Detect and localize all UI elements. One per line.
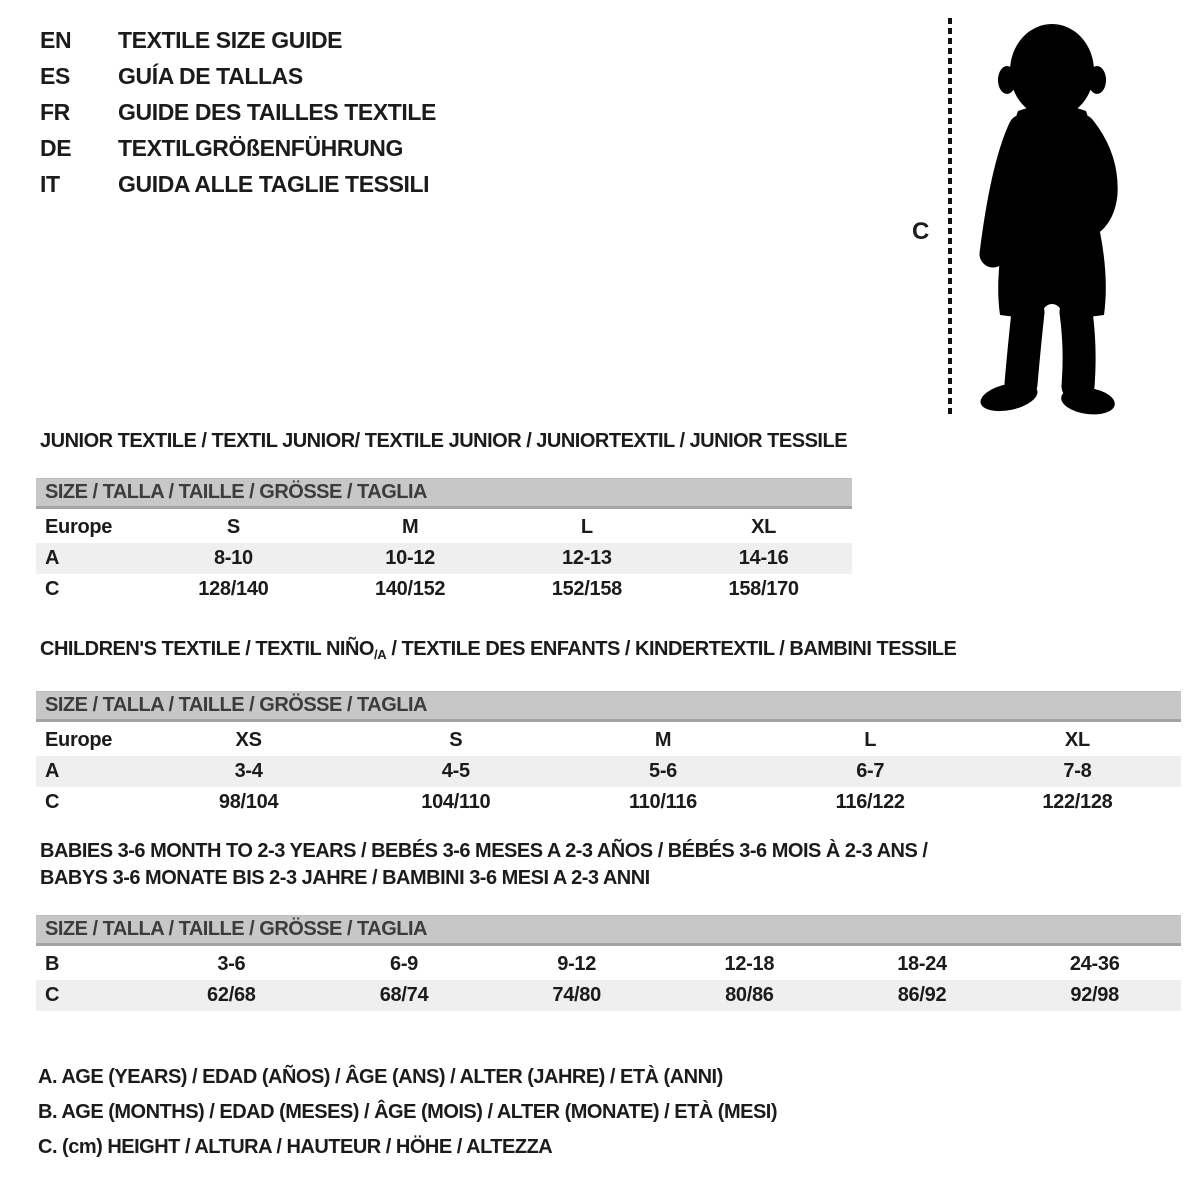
language-row	[40, 94, 436, 130]
row-label: A	[45, 760, 60, 782]
table-row	[36, 574, 852, 605]
table-cell: 9-12	[557, 953, 597, 975]
table-cell: 10-12	[385, 547, 435, 569]
row-label: A	[45, 547, 60, 569]
table-cell: 6-9	[390, 953, 419, 975]
table-cell: 3-4	[234, 760, 263, 782]
table-cell: 140/152	[375, 578, 446, 600]
row-label: C	[45, 791, 60, 813]
height-dashed-line	[948, 18, 952, 416]
table-cell: 18-24	[897, 953, 947, 975]
table-cell: 68/74	[379, 984, 429, 1006]
language-title: GUIDE DES TAILLES TEXTILE	[118, 98, 436, 125]
table-cell: 152/158	[551, 578, 622, 600]
table-row	[36, 980, 1181, 1011]
row-label: B	[45, 953, 60, 975]
table-row	[36, 543, 852, 574]
table-cell: 80/86	[725, 984, 774, 1006]
table-cell: 8-10	[213, 547, 253, 569]
table-row	[36, 949, 1181, 980]
language-row	[40, 166, 436, 202]
table-cell: M	[654, 729, 672, 751]
height-figure	[896, 12, 1164, 422]
table-cell: 122/128	[1042, 791, 1113, 813]
size-table	[36, 512, 852, 605]
table-cell: 3-6	[217, 953, 246, 975]
section-title-line: CHILDREN'S TEXTILE / TEXTIL $NIÑO_{/A}$ / TEXTILE DES ENFANTS / KINDERTEXTIL / BAMBINI TESSILE	[40, 638, 957, 662]
section-babies	[36, 838, 1181, 1011]
language-code: FR	[40, 98, 70, 125]
language-title-list	[40, 22, 436, 202]
table-cell: 74/80	[552, 984, 601, 1006]
table-cell: M	[401, 516, 419, 538]
row-label: Europe	[45, 516, 113, 538]
table-cell: 14-16	[738, 547, 789, 569]
section-title	[40, 838, 1181, 892]
table-cell: 12-13	[562, 547, 612, 569]
table-cell: 6-7	[856, 760, 885, 782]
table-cell: 5-6	[649, 760, 678, 782]
table-cell: 92/98	[1070, 984, 1119, 1006]
table-cell: 62/68	[207, 984, 256, 1006]
table-cell: L	[864, 729, 877, 751]
table-cell: 86/92	[897, 984, 947, 1006]
table-cell: 104/110	[421, 791, 491, 813]
language-row	[40, 130, 436, 166]
legend-line: B. AGE (MONTHS) / EDAD (MESES) / ÂGE (MOIS) / ALTER (MONATE) / ETÀ (MESI)	[38, 1101, 778, 1123]
legend-line: A. AGE (YEARS) / EDAD (AÑOS) / ÂGE (ANS) / ALTER (JAHRE) / ETÀ (ANNI)	[38, 1066, 723, 1088]
language-title: GUÍA DE TALLAS	[118, 62, 303, 89]
legend-line: C. (cm) HEIGHT / ALTURA / HAUTEUR / HÖHE / ALTEZZA	[38, 1136, 553, 1158]
language-title: GUIDA ALLE TAGLIE TESSILI	[118, 170, 430, 197]
table-cell: 4-5	[441, 760, 470, 782]
table-cell: 12-18	[724, 953, 775, 975]
height-measure-label: C	[912, 218, 930, 245]
table-cell: 110/116	[629, 791, 697, 813]
section-children	[36, 636, 1181, 818]
size-header-bar: SIZE / TALLA / TAILLE / GRÖSSE / TAGLIA	[36, 691, 1181, 722]
table-cell: 98/104	[218, 791, 279, 813]
language-code: DE	[40, 134, 72, 161]
table-cell: 128/140	[198, 578, 269, 600]
table-cell: 158/170	[728, 578, 799, 600]
table-cell: XS	[235, 729, 262, 751]
language-code: EN	[40, 26, 72, 53]
table-cell: S	[449, 729, 463, 751]
size-header-bar: SIZE / TALLA / TAILLE / GRÖSSE / TAGLIA	[36, 915, 1181, 946]
table-row	[36, 756, 1181, 787]
legend	[38, 1060, 777, 1165]
section-junior	[36, 428, 852, 605]
row-label: C	[45, 984, 60, 1006]
row-label: Europe	[45, 729, 113, 751]
table-cell: 7-8	[1063, 760, 1092, 782]
table-cell: XL	[751, 516, 777, 538]
language-row	[40, 22, 436, 58]
row-label: C	[45, 578, 60, 600]
table-cell: S	[226, 516, 240, 538]
size-table	[36, 949, 1181, 1011]
section-title	[40, 428, 852, 455]
table-cell: XL	[1064, 729, 1090, 751]
language-code: ES	[40, 62, 70, 89]
table-row	[36, 787, 1181, 818]
language-title: TEXTILE SIZE GUIDE	[118, 26, 343, 53]
table-cell: 24-36	[1069, 953, 1120, 975]
section-title-line: BABIES 3-6 MONTH TO 2-3 YEARS / BEBÉS 3-6 MESES A 2-3 AÑOS / BÉBÉS 3-6 MOIS À 2-3 ANS /	[40, 840, 928, 862]
section-title-line: JUNIOR TEXTILE / TEXTIL JUNIOR/ TEXTILE JUNIOR / JUNIORTEXTIL / JUNIOR TESSILE	[40, 430, 848, 452]
size-table	[36, 725, 1181, 818]
table-row	[36, 512, 852, 543]
language-code: IT	[40, 170, 60, 197]
size-header-bar: SIZE / TALLA / TAILLE / GRÖSSE / TAGLIA	[36, 478, 852, 509]
section-title	[40, 636, 1181, 668]
section-title-line: BABYS 3-6 MONATE BIS 2-3 JAHRE / BAMBINI 3-6 MESI A 2-3 ANNI	[40, 867, 650, 889]
table-cell: L	[580, 516, 593, 538]
table-row	[36, 725, 1181, 756]
table-cell: 116/122	[835, 791, 905, 813]
language-title: TEXTILGRÖßENFÜHRUNG	[118, 134, 403, 161]
toddler-silhouette-icon	[962, 14, 1142, 420]
language-row	[40, 58, 436, 94]
